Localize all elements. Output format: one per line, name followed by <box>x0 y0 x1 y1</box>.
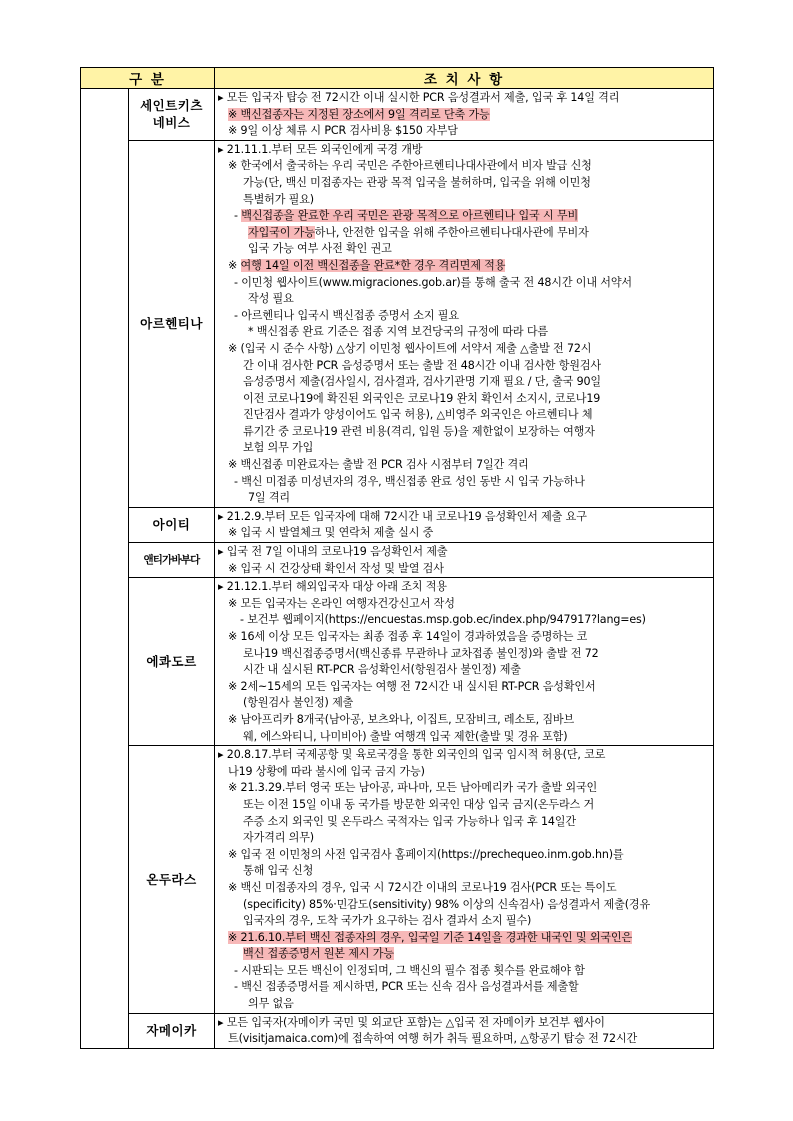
measure-line: ※ 백신접종 미완료자는 출발 전 PCR 검사 시점부터 7일간 격리 <box>228 458 529 472</box>
measure-line: ※ 입국 시 발열체크 및 연락처 제출 실시 중 <box>228 526 434 540</box>
table-row <box>81 140 714 507</box>
measures-cell <box>215 1013 714 1048</box>
measure-line: ※ 2세~15세의 모든 입국자는 여행 전 72시간 내 실시된 RT-PCR 음성확인서 <box>228 679 596 693</box>
highlighted-text: 백신 접종증명서 원본 제시 가능 <box>243 947 394 961</box>
measure-line: 자가격리 의무) <box>243 831 314 845</box>
table-row <box>81 507 714 542</box>
measure-line: ※ 9일 이상 체류 시 PCR 검사비용 $150 자부담 <box>228 124 458 138</box>
highlighted-text: ※ 백신접종자는 지정된 장소에서 9일 격리로 단축 가능 <box>228 107 490 121</box>
measure-line: 나19 상황에 따라 불시에 입국 금지 가능) <box>228 764 425 778</box>
measure-line: 이전 코로나19에 확진된 외국인은 코로나19 완치 확인서 소지시, 코로나19 <box>243 391 601 405</box>
measure-line: 또는 이전 15일 이내 동 국가를 방문한 외국인 대상 입국 금지(온두라스 거 <box>243 797 595 811</box>
measure-line: 음성증명서 제출(검사일시, 검사결과, 검사기관명 기재 필요 / 단, 출국 90일 <box>243 375 601 389</box>
measures-cell <box>215 507 714 542</box>
measure-line: 간 이내 검사한 PCR 음성증명서 또는 출발 전 48시간 이내 검사한 항원검사 <box>243 358 601 372</box>
table-row <box>81 578 714 746</box>
table-row <box>81 1013 714 1048</box>
measure-line: - 보건부 웹페이지(https://encuestas.msp.gob.ec/index.php/947917?lang=es) <box>240 613 646 627</box>
measure-line: 특별허가 필요) <box>243 192 314 206</box>
country-name: 아이티 <box>129 507 215 542</box>
measure-line: - 이민청 웹사이트(www.migraciones.gob.ar)를 통해 출국 전 48시간 이내 서약서 <box>234 275 632 289</box>
gubun-left-column <box>81 89 129 1049</box>
measure-line: 보험 의무 가입 <box>243 441 314 455</box>
measures-cell <box>215 746 714 1014</box>
measure-line: 통해 입국 신청 <box>243 864 314 878</box>
measures-table <box>80 67 714 1049</box>
measure-line: ▸ 20.8.17.부터 국제공항 및 육로국경을 통한 외국인의 입국 임시적 허용(단, 코로 <box>218 748 606 762</box>
measure-line: ※ 남아프리카 8개국(남아공, 보츠와나, 이집트, 모잠비크, 레소토, 짐바브 <box>228 712 575 726</box>
measure-line: - 아르헨티나 입국시 백신접종 증명서 소지 필요 <box>234 308 459 322</box>
measure-line: 진단검사 결과가 양성이어도 입국 허용), △비영주 외국인은 아르헨티나 체 <box>243 408 593 422</box>
measure-line: 로나19 백신접종증명서(백신종류 무관하나 교차접종 불인정)와 출발 전 72 <box>243 646 599 660</box>
highlighted-text: 여행 14일 이전 백신접종을 완료*한 경우 격리면제 적용 <box>240 258 506 272</box>
measure-line <box>218 107 711 124</box>
highlighted-text: 백신접종을 완료한 우리 국민은 관광 목적으로 아르헨티나 입국 시 무비 <box>241 209 579 223</box>
measures-cell <box>215 543 714 578</box>
country-name: 앤티가바부다 <box>129 543 215 578</box>
measure-line: ▸ 21.2.9.부터 모든 입국자에 대해 72시간 내 코로나19 음성확인서 제출 요구 <box>218 509 587 523</box>
table-row <box>81 89 714 141</box>
measure-line: 트(visitjamaica.com)에 접속하여 여행 허가 취득 필요하며, △항공기 탑승 전 72시간 <box>228 1032 638 1046</box>
measure-line: 작성 필요 <box>248 292 294 306</box>
table-row <box>81 746 714 1014</box>
measure-line: 입국 가능 여부 사전 확인 권고 <box>248 242 392 256</box>
measure-line: 주증 소지 외국인 및 온두라스 국적자는 입국 가능하나 입국 후 14일간 <box>243 814 576 828</box>
measure-line: 의무 없음 <box>248 997 294 1011</box>
measure-line <box>218 946 711 963</box>
country-name: 온두라스 <box>129 746 215 1014</box>
measure-line: ▸ 모든 입국자 탑승 전 72시간 이내 실시한 PCR 음성결과서 제출, 입국 후 14일 격리 <box>218 91 620 104</box>
measure-line: 7일 격리 <box>248 491 291 505</box>
measure-line: ▸ 입국 전 7일 이내의 코로나19 음성확인서 제출 <box>218 545 448 559</box>
measure-line: ※ 백신 미접종자의 경우, 입국 시 72시간 이내의 코로나19 검사(PCR 또는 특이도 <box>228 880 617 894</box>
table-header-row <box>81 68 714 89</box>
measure-line: ※ 21.3.29.부터 영국 또는 남아공, 파나마, 모든 남아메리카 국가 출발 외국인 <box>228 781 598 795</box>
measure-line: - 백신 미접종 미성년자의 경우, 백신접종 완료 성인 동반 시 입국 가능하나 <box>234 474 585 488</box>
measures-cell <box>215 140 714 507</box>
measure-line: ▸ 모든 입국자(자메이카 국민 및 외교단 포함)는 △입국 전 자메이카 보건부 웹사이 <box>218 1015 605 1029</box>
highlighted-text: 자입국이 가능 <box>248 225 315 239</box>
measure-line: 류기간 중 코로나19 관련 비용(격리, 입원 등)을 제한없이 보장하는 여행자 <box>243 424 595 438</box>
measure-line: 입국자의 경우, 도착 국가가 요구하는 검사 결과서 소지 필수) <box>243 914 532 928</box>
header-gubun: 구 분 <box>81 68 215 89</box>
measures-cell <box>215 578 714 746</box>
country-name: 자메이카 <box>129 1013 215 1048</box>
table-row <box>81 543 714 578</box>
measure-line: - 백신접종을 완료한 우리 국민은 관광 목적으로 아르헨티나 입국 시 무비 <box>234 209 579 223</box>
measure-line: ※ (입국 시 준수 사항) △상기 이민청 웹사이트에 서약서 제출 △출발 전 72시 <box>228 341 592 355</box>
measure-line: (specificity) 85%·민감도(sensitivity) 98% 이상의 신속검사) 음성결과서 제출(경유 <box>243 897 651 911</box>
measure-line: - 시판되는 모든 백신이 인정되며, 그 백신의 필수 접종 횟수를 완료해야 함 <box>234 963 585 977</box>
measure-line: ※ 입국 시 건강상태 확인서 작성 및 발열 검사 <box>228 561 444 575</box>
measure-line: 자입국이 가능하나, 안전한 입국을 위해 주한아르헨티나대사관에 무비자 <box>248 225 589 239</box>
country-name: 아르헨티나 <box>129 140 215 507</box>
measure-line: ※ 16세 이상 모든 입국자는 최종 접종 후 14일이 경과하였음을 증명하는 코 <box>228 630 588 643</box>
measure-line: - 백신 접종증명서를 제시하면, PCR 또는 신속 검사 음성결과서를 제출할 <box>234 980 579 994</box>
measure-line <box>218 930 711 947</box>
measure-line: ▸ 21.11.1.부터 모든 외국인에게 국경 개방 <box>218 142 423 156</box>
measure-line: (항원검사 불인정) 제출 <box>243 696 354 710</box>
measure-line: ※ 입국 전 이민청의 사전 입국검사 홈페이지(https://prechequeo.inm.gob.hn)를 <box>228 847 624 861</box>
measures-cell <box>215 89 714 141</box>
measure-line: 가능(단, 백신 미접종자는 관광 목적 입국을 불허하며, 입국을 위해 이민청 <box>243 175 591 189</box>
country-name: 세인트키츠 네비스 <box>129 89 215 141</box>
measure-line: 시간 내 실시된 RT-PCR 음성확인서(항원검사 불인정) 제출 <box>243 663 521 677</box>
measure-line: 웨, 에스와티니, 나미비아) 출발 여행객 입국 제한(출발 및 경유 포함) <box>243 729 568 743</box>
country-name: 에콰도르 <box>129 578 215 746</box>
measure-line: ▸ 21.12.1.부터 해외입국자 대상 아래 조치 적용 <box>218 580 447 594</box>
measure-line: ※ 한국에서 출국하는 우리 국민은 주한아르헨티나대사관에서 비자 발급 신청 <box>228 159 592 173</box>
header-measures: 조 치 사 항 <box>215 68 714 89</box>
measure-line: * 백신접종 완료 기준은 접종 지역 보건당국의 규정에 따라 다름 <box>248 325 548 339</box>
measure-line: ※ 모든 입국자는 온라인 여행자건강신고서 작성 <box>228 596 455 610</box>
highlighted-text: ※ 21.6.10.부터 백신 접종자의 경우, 입국일 기준 14일을 경과한 내국인 및 외국인은 <box>228 930 633 944</box>
measure-line: ※ 여행 14일 이전 백신접종을 완료*한 경우 격리면제 적용 <box>228 258 506 272</box>
